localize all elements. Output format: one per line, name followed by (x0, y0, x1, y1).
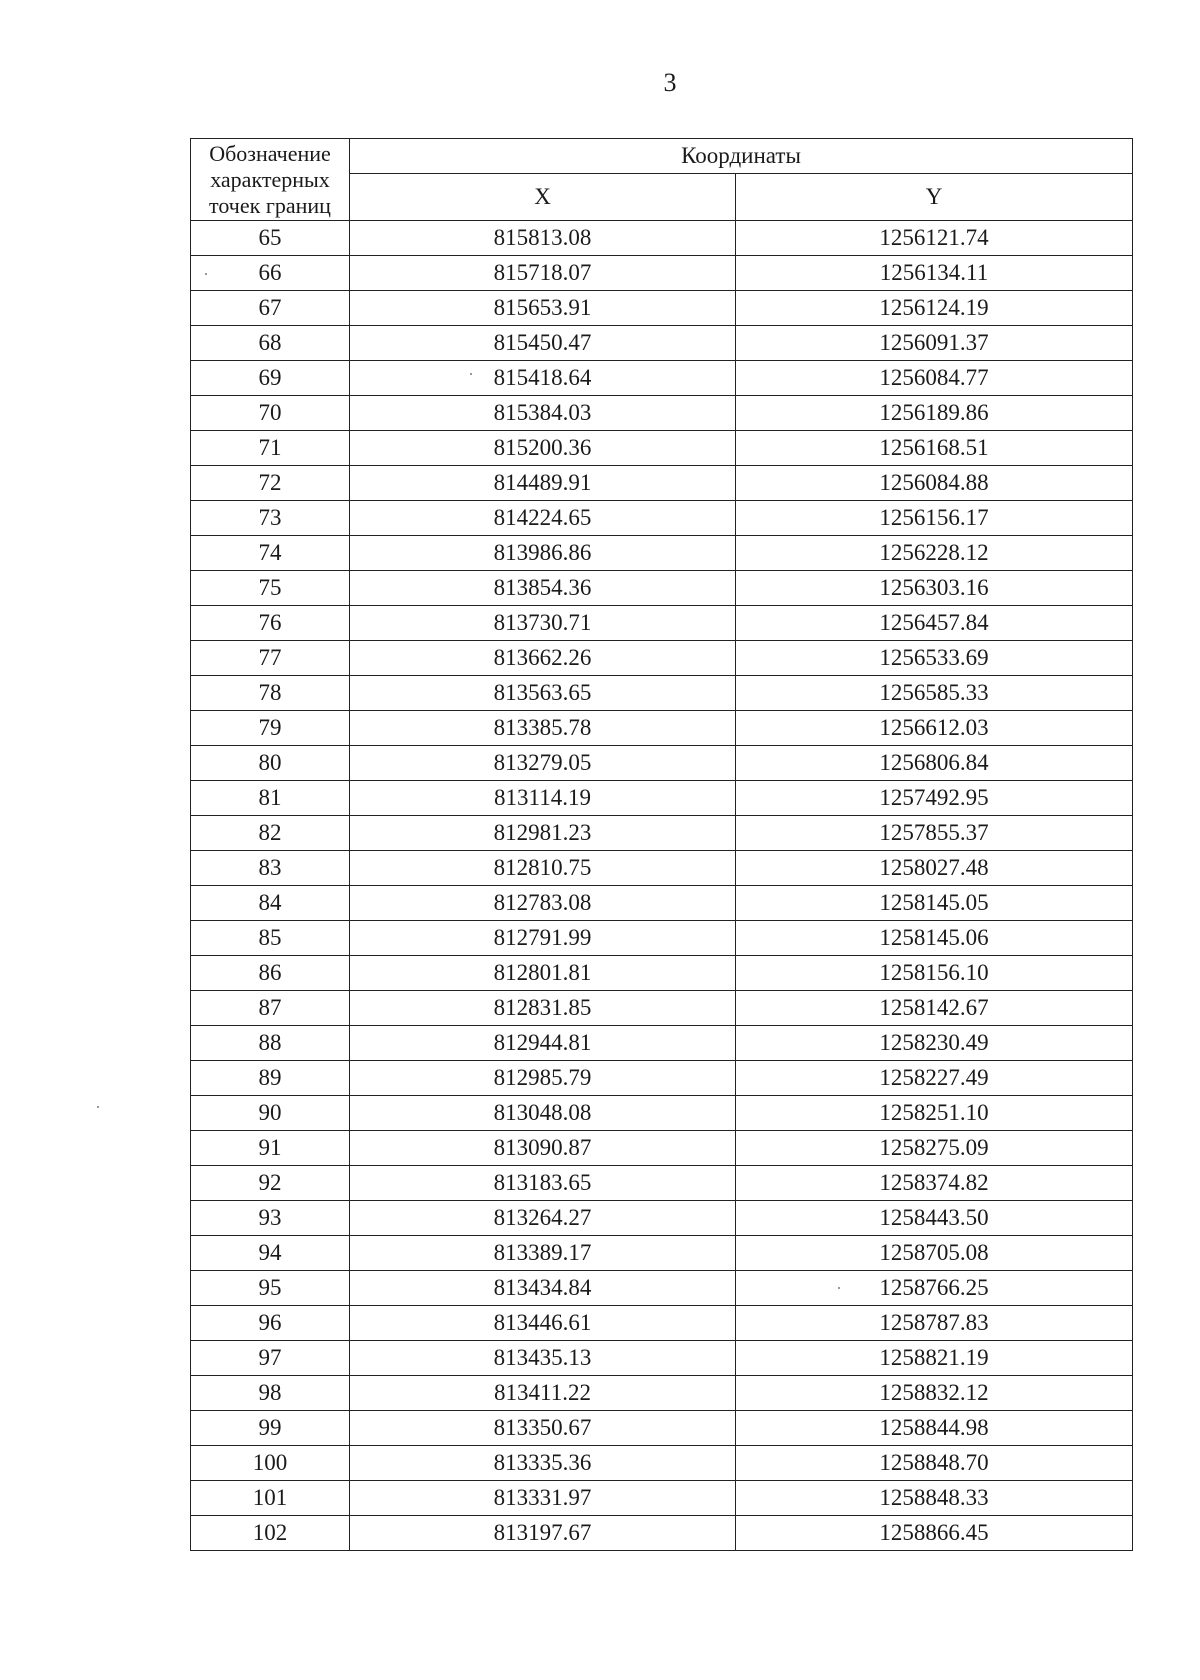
x-coordinate-cell: 813331.97 (350, 1481, 736, 1516)
y-coordinate-cell: 1256124.19 (736, 291, 1133, 326)
table-row (191, 1096, 1133, 1131)
point-number-cell: 96 (191, 1306, 350, 1341)
point-number-cell: 68 (191, 326, 350, 361)
point-number-cell: 87 (191, 991, 350, 1026)
table-row (191, 1306, 1133, 1341)
x-coordinate-cell: 812981.23 (350, 816, 736, 851)
point-number-cell: 82 (191, 816, 350, 851)
table-row (191, 921, 1133, 956)
point-number-cell: 93 (191, 1201, 350, 1236)
x-coordinate-cell: 815450.47 (350, 326, 736, 361)
scan-speck (838, 1287, 840, 1289)
x-coordinate-cell: 815384.03 (350, 396, 736, 431)
x-coordinate-cell: 813434.84 (350, 1271, 736, 1306)
page-number: 3 (663, 68, 677, 97)
y-coordinate-cell: 1258848.33 (736, 1481, 1133, 1516)
x-coordinate-cell: 813446.61 (350, 1306, 736, 1341)
x-coordinate-cell: 813563.65 (350, 676, 736, 711)
table-row (191, 781, 1133, 816)
y-coordinate-cell: 1256168.51 (736, 431, 1133, 466)
table-row (191, 1516, 1133, 1551)
y-coordinate-cell: 1256533.69 (736, 641, 1133, 676)
table-row (191, 1201, 1133, 1236)
y-coordinate-cell: 1258156.10 (736, 956, 1133, 991)
point-number-cell: 98 (191, 1376, 350, 1411)
point-number-cell: 84 (191, 886, 350, 921)
y-coordinate-cell: 1258443.50 (736, 1201, 1133, 1236)
y-column-header: Y (736, 174, 1133, 221)
table-row (191, 1131, 1133, 1166)
y-coordinate-cell: 1258866.45 (736, 1516, 1133, 1551)
point-number-cell: 99 (191, 1411, 350, 1446)
x-coordinate-cell: 813350.67 (350, 1411, 736, 1446)
x-coordinate-cell: 812944.81 (350, 1026, 736, 1061)
y-coordinate-cell: 1256303.16 (736, 571, 1133, 606)
y-coordinate-cell: 1258705.08 (736, 1236, 1133, 1271)
x-coordinate-cell: 813090.87 (350, 1131, 736, 1166)
point-number-cell: 67 (191, 291, 350, 326)
y-coordinate-cell: 1258821.19 (736, 1341, 1133, 1376)
y-coordinate-cell: 1256585.33 (736, 676, 1133, 711)
x-coordinate-cell: 812791.99 (350, 921, 736, 956)
point-number-cell: 77 (191, 641, 350, 676)
table-row (191, 1446, 1133, 1481)
table-row (191, 1271, 1133, 1306)
x-column-header: X (350, 174, 736, 221)
y-coordinate-cell: 1258230.49 (736, 1026, 1133, 1061)
y-coordinate-cell: 1256121.74 (736, 221, 1133, 256)
point-number-cell: 100 (191, 1446, 350, 1481)
scan-speck (97, 1106, 99, 1108)
table-row (191, 746, 1133, 781)
y-coordinate-cell: 1256612.03 (736, 711, 1133, 746)
x-coordinate-cell: 813264.27 (350, 1201, 736, 1236)
x-coordinate-cell: 813411.22 (350, 1376, 736, 1411)
point-number-cell: 90 (191, 1096, 350, 1131)
table-row (191, 361, 1133, 396)
point-number-cell: 83 (191, 851, 350, 886)
point-number-cell: 92 (191, 1166, 350, 1201)
x-coordinate-cell: 812801.81 (350, 956, 736, 991)
point-number-cell: 91 (191, 1131, 350, 1166)
y-coordinate-cell: 1258251.10 (736, 1096, 1133, 1131)
point-number-cell: 71 (191, 431, 350, 466)
point-number-cell: 95 (191, 1271, 350, 1306)
y-coordinate-cell: 1258227.49 (736, 1061, 1133, 1096)
y-coordinate-cell: 1256156.17 (736, 501, 1133, 536)
table-row (191, 1236, 1133, 1271)
scan-speck (205, 273, 207, 275)
point-number-cell: 81 (191, 781, 350, 816)
x-coordinate-cell: 813730.71 (350, 606, 736, 641)
x-coordinate-cell: 815813.08 (350, 221, 736, 256)
table-row (191, 711, 1133, 746)
x-coordinate-cell: 813854.36 (350, 571, 736, 606)
point-number-cell: 75 (191, 571, 350, 606)
y-coordinate-cell: 1258832.12 (736, 1376, 1133, 1411)
x-coordinate-cell: 814489.91 (350, 466, 736, 501)
x-coordinate-cell: 813435.13 (350, 1341, 736, 1376)
x-coordinate-cell: 813986.86 (350, 536, 736, 571)
y-coordinate-cell: 1258145.06 (736, 921, 1133, 956)
table-header (191, 139, 1133, 221)
table-row (191, 886, 1133, 921)
table-row (191, 641, 1133, 676)
point-number-cell: 74 (191, 536, 350, 571)
table-row (191, 1061, 1133, 1096)
scan-speck (470, 373, 472, 375)
x-coordinate-cell: 812810.75 (350, 851, 736, 886)
x-coordinate-cell: 813183.65 (350, 1166, 736, 1201)
point-number-cell: 78 (191, 676, 350, 711)
point-number-cell: 79 (191, 711, 350, 746)
x-coordinate-cell: 815653.91 (350, 291, 736, 326)
point-number-cell: 86 (191, 956, 350, 991)
table-body (191, 221, 1133, 1551)
table-row (191, 1341, 1133, 1376)
point-number-cell: 69 (191, 361, 350, 396)
point-number-cell: 72 (191, 466, 350, 501)
table-row (191, 1481, 1133, 1516)
y-coordinate-cell: 1256189.86 (736, 396, 1133, 431)
point-number-cell: 88 (191, 1026, 350, 1061)
coordinates-table (190, 138, 1133, 1551)
point-number-cell: 101 (191, 1481, 350, 1516)
table-row (191, 221, 1133, 256)
table-row (191, 1026, 1133, 1061)
y-coordinate-cell: 1258275.09 (736, 1131, 1133, 1166)
point-number-cell: 73 (191, 501, 350, 536)
y-coordinate-cell: 1256084.88 (736, 466, 1133, 501)
y-coordinate-cell: 1258027.48 (736, 851, 1133, 886)
y-coordinate-cell: 1258848.70 (736, 1446, 1133, 1481)
table-row (191, 396, 1133, 431)
coordinates-header: Координаты (350, 139, 1133, 174)
x-coordinate-cell: 815418.64 (350, 361, 736, 396)
y-coordinate-cell: 1257492.95 (736, 781, 1133, 816)
x-coordinate-cell: 812783.08 (350, 886, 736, 921)
table-row (191, 326, 1133, 361)
x-coordinate-cell: 815718.07 (350, 256, 736, 291)
table-row (191, 431, 1133, 466)
x-coordinate-cell: 813197.67 (350, 1516, 736, 1551)
y-coordinate-cell: 1258766.25 (736, 1271, 1133, 1306)
point-number-cell: 65 (191, 221, 350, 256)
point-designation-header: Обозначение характерных точек границ (191, 139, 350, 221)
y-coordinate-cell: 1258844.98 (736, 1411, 1133, 1446)
table-row (191, 501, 1133, 536)
y-coordinate-cell: 1258374.82 (736, 1166, 1133, 1201)
table-row (191, 536, 1133, 571)
y-coordinate-cell: 1256084.77 (736, 361, 1133, 396)
table-row (191, 851, 1133, 886)
y-coordinate-cell: 1258145.05 (736, 886, 1133, 921)
x-coordinate-cell: 813114.19 (350, 781, 736, 816)
y-coordinate-cell: 1256806.84 (736, 746, 1133, 781)
table-row (191, 676, 1133, 711)
table-row (191, 606, 1133, 641)
x-coordinate-cell: 813389.17 (350, 1236, 736, 1271)
point-number-cell: 102 (191, 1516, 350, 1551)
x-coordinate-cell: 813662.26 (350, 641, 736, 676)
x-coordinate-cell: 814224.65 (350, 501, 736, 536)
y-coordinate-cell: 1256228.12 (736, 536, 1133, 571)
point-number-cell: 70 (191, 396, 350, 431)
table-row (191, 1376, 1133, 1411)
point-number-cell: 80 (191, 746, 350, 781)
point-number-cell: 66 (191, 256, 350, 291)
x-coordinate-cell: 813385.78 (350, 711, 736, 746)
table-row (191, 991, 1133, 1026)
point-number-cell: 94 (191, 1236, 350, 1271)
point-number-cell: 89 (191, 1061, 350, 1096)
y-coordinate-cell: 1256091.37 (736, 326, 1133, 361)
x-coordinate-cell: 813279.05 (350, 746, 736, 781)
x-coordinate-cell: 813335.36 (350, 1446, 736, 1481)
table-row (191, 571, 1133, 606)
x-coordinate-cell: 812985.79 (350, 1061, 736, 1096)
x-coordinate-cell: 813048.08 (350, 1096, 736, 1131)
y-coordinate-cell: 1257855.37 (736, 816, 1133, 851)
table-row (191, 466, 1133, 501)
point-number-cell: 97 (191, 1341, 350, 1376)
point-number-cell: 76 (191, 606, 350, 641)
y-coordinate-cell: 1258787.83 (736, 1306, 1133, 1341)
y-coordinate-cell: 1256134.11 (736, 256, 1133, 291)
table-row (191, 956, 1133, 991)
table-row (191, 1411, 1133, 1446)
y-coordinate-cell: 1256457.84 (736, 606, 1133, 641)
x-coordinate-cell: 812831.85 (350, 991, 736, 1026)
point-number-cell: 85 (191, 921, 350, 956)
table-row (191, 1166, 1133, 1201)
table-row (191, 816, 1133, 851)
y-coordinate-cell: 1258142.67 (736, 991, 1133, 1026)
x-coordinate-cell: 815200.36 (350, 431, 736, 466)
table-row (191, 291, 1133, 326)
table-row (191, 256, 1133, 291)
